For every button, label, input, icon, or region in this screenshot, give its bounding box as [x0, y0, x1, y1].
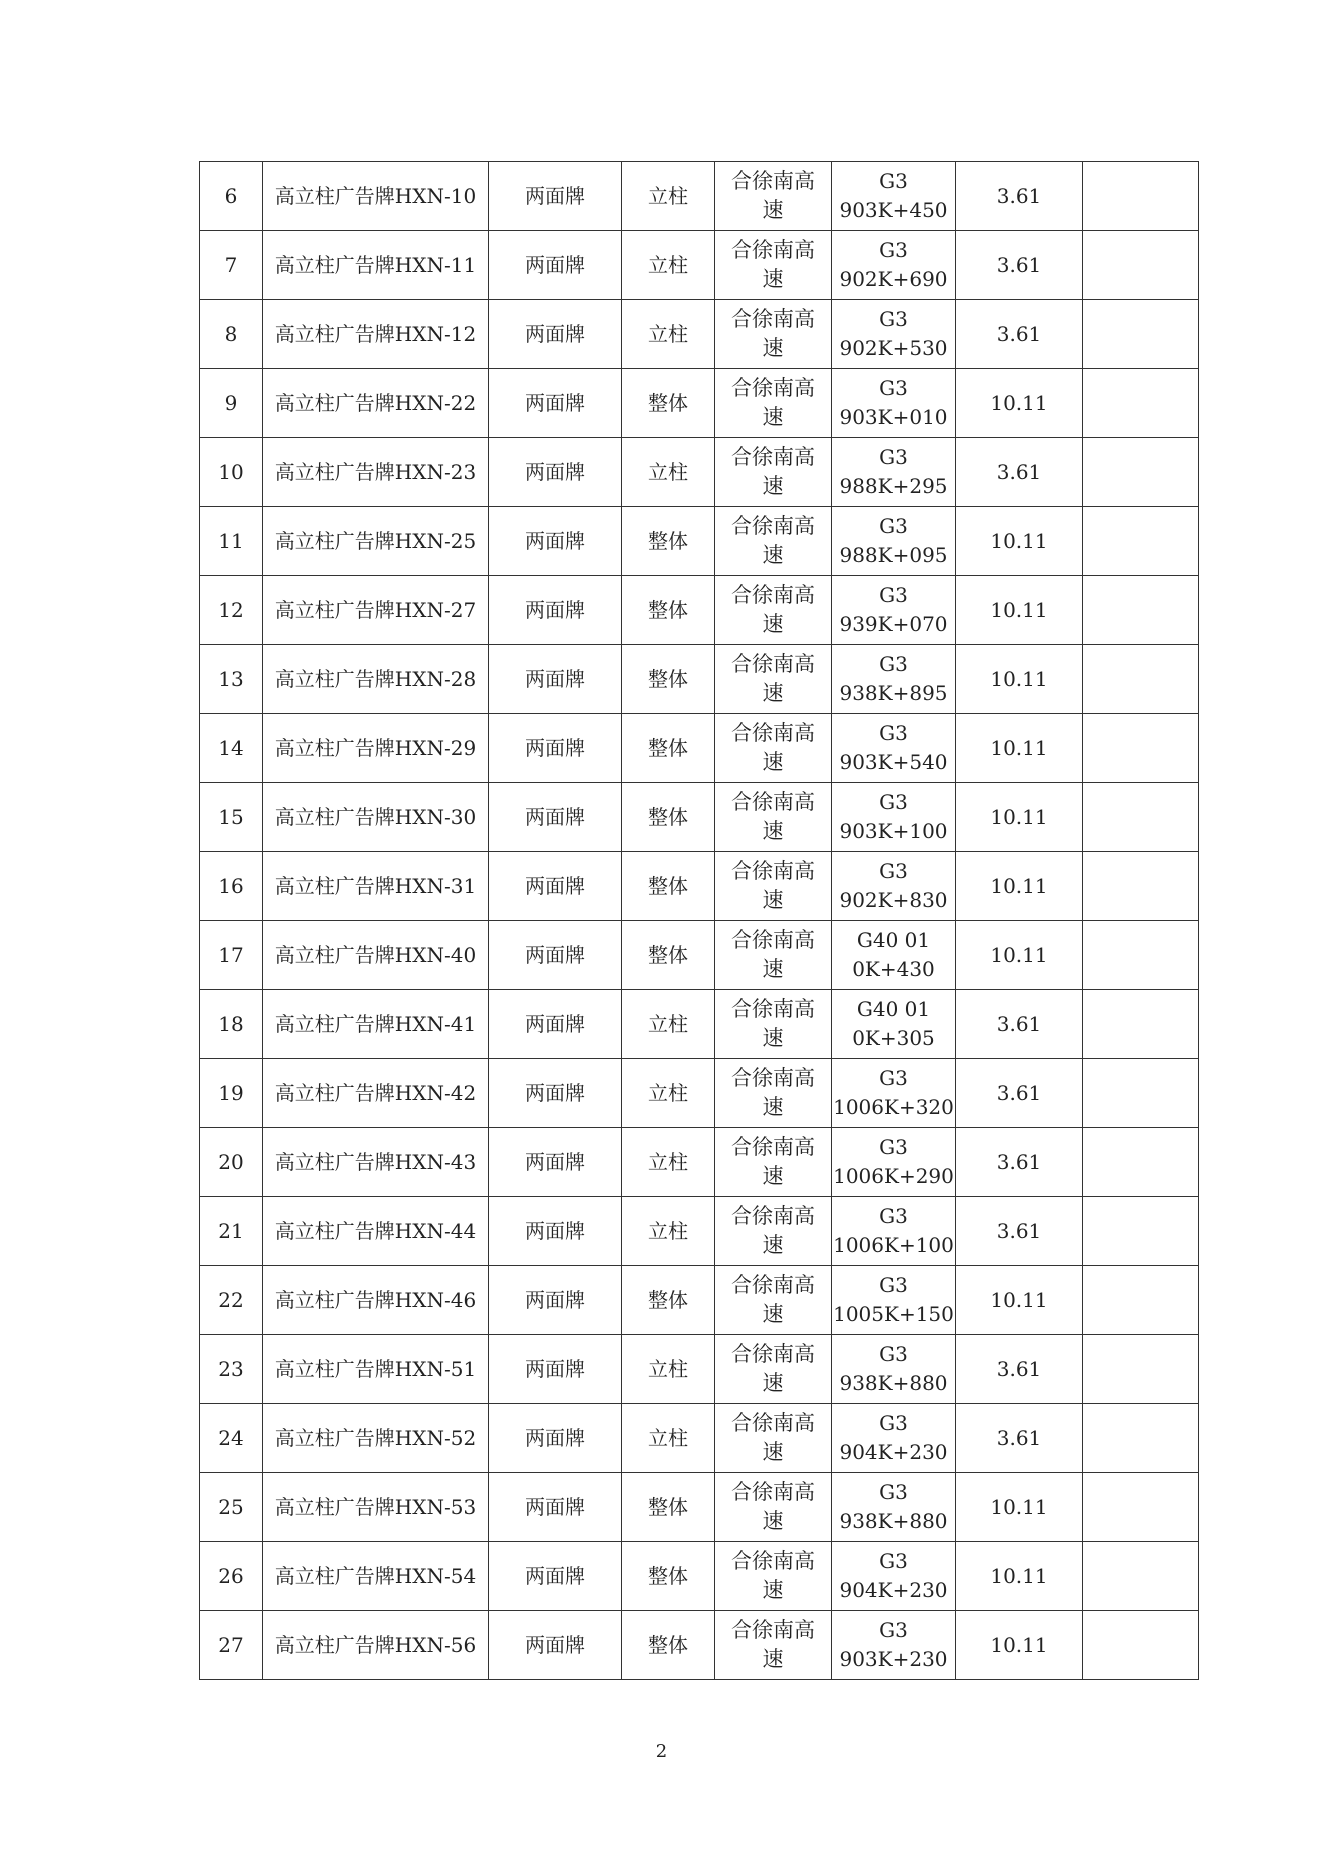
stake-cell-line-2: 1005K+150: [833, 1302, 954, 1326]
stake-cell: [832, 921, 956, 990]
note-cell: [1083, 921, 1199, 990]
table-row: [200, 990, 1199, 1059]
stake-cell: [832, 162, 956, 231]
row-number-cell: 23: [200, 1335, 263, 1404]
note-cell: [1083, 1473, 1199, 1542]
road-cell-line-1: 合徐南高: [731, 1549, 815, 1573]
row-number-cell: 21: [200, 1197, 263, 1266]
part-cell: 整体: [622, 369, 715, 438]
billboard-name-cell: 高立柱广告牌HXN-23: [263, 438, 489, 507]
stake-cell-line-2: 903K+230: [839, 1647, 948, 1671]
road-cell: [715, 1611, 832, 1680]
part-cell: 整体: [622, 507, 715, 576]
stake-cell-line-1: G40 01: [856, 997, 931, 1021]
stake-cell: [832, 507, 956, 576]
road-cell-line-2: 速: [762, 198, 784, 222]
stake-cell-line-1: G3: [879, 652, 908, 676]
stake-cell-line-1: G3: [879, 1411, 908, 1435]
stake-cell: [832, 714, 956, 783]
stake-cell: [832, 990, 956, 1059]
part-cell: 整体: [622, 1611, 715, 1680]
stake-cell: [832, 645, 956, 714]
table-row: [200, 1542, 1199, 1611]
road-cell-line-1: 合徐南高: [731, 1204, 815, 1228]
note-cell: [1083, 1611, 1199, 1680]
stake-cell-line-2: 902K+530: [839, 336, 948, 360]
stake-cell: [832, 1059, 956, 1128]
road-cell-line-2: 速: [762, 267, 784, 291]
sign-type-cell: 两面牌: [489, 1335, 622, 1404]
row-number-cell: 9: [200, 369, 263, 438]
page-number: 2: [655, 1741, 668, 1762]
road-cell: [715, 1197, 832, 1266]
road-cell-line-2: 速: [762, 474, 784, 498]
billboard-name-cell: 高立柱广告牌HXN-56: [263, 1611, 489, 1680]
stake-cell: [832, 1197, 956, 1266]
part-cell: 整体: [622, 1266, 715, 1335]
value-cell: 10.11: [956, 1266, 1083, 1335]
stake-cell-line-2: 1006K+100: [833, 1233, 954, 1257]
part-cell: 整体: [622, 645, 715, 714]
part-cell: 立柱: [622, 1128, 715, 1197]
stake-cell: [832, 1611, 956, 1680]
billboard-name-cell: 高立柱广告牌HXN-53: [263, 1473, 489, 1542]
road-cell: [715, 1473, 832, 1542]
stake-cell: [832, 1542, 956, 1611]
stake-cell: [832, 369, 956, 438]
billboard-name-cell: 高立柱广告牌HXN-46: [263, 1266, 489, 1335]
stake-cell-line-2: 938K+895: [839, 681, 948, 705]
table-row: [200, 1404, 1199, 1473]
stake-cell-line-2: 0K+430: [852, 957, 935, 981]
road-cell-line-1: 合徐南高: [731, 721, 815, 745]
stake-cell: [832, 1473, 956, 1542]
table-row: [200, 852, 1199, 921]
road-cell: [715, 1404, 832, 1473]
billboard-name-cell: 高立柱广告牌HXN-41: [263, 990, 489, 1059]
stake-cell-line-1: G3: [879, 583, 908, 607]
billboard-name-cell: 高立柱广告牌HXN-40: [263, 921, 489, 990]
road-cell: [715, 852, 832, 921]
sign-type-cell: 两面牌: [489, 714, 622, 783]
part-cell: 整体: [622, 1542, 715, 1611]
stake-cell-line-1: G3: [879, 1066, 908, 1090]
road-cell-line-2: 速: [762, 1095, 784, 1119]
stake-cell-line-1: G3: [879, 169, 908, 193]
row-number-cell: 7: [200, 231, 263, 300]
billboard-name-cell: 高立柱广告牌HXN-52: [263, 1404, 489, 1473]
road-cell: [715, 576, 832, 645]
part-cell: 立柱: [622, 1335, 715, 1404]
billboard-name-cell: 高立柱广告牌HXN-12: [263, 300, 489, 369]
billboard-name-cell: 高立柱广告牌HXN-44: [263, 1197, 489, 1266]
sign-type-cell: 两面牌: [489, 300, 622, 369]
row-number-cell: 25: [200, 1473, 263, 1542]
billboard-name-cell: 高立柱广告牌HXN-30: [263, 783, 489, 852]
value-cell: 10.11: [956, 507, 1083, 576]
road-cell: [715, 162, 832, 231]
row-number-cell: 22: [200, 1266, 263, 1335]
stake-cell-line-1: G3: [879, 721, 908, 745]
value-cell: 3.61: [956, 1059, 1083, 1128]
sign-type-cell: 两面牌: [489, 438, 622, 507]
sign-type-cell: 两面牌: [489, 1197, 622, 1266]
road-cell-line-2: 速: [762, 612, 784, 636]
value-cell: 3.61: [956, 1128, 1083, 1197]
stake-cell: [832, 1128, 956, 1197]
sign-type-cell: 两面牌: [489, 1611, 622, 1680]
part-cell: 立柱: [622, 1059, 715, 1128]
stake-cell-line-1: G3: [879, 1135, 908, 1159]
note-cell: [1083, 852, 1199, 921]
note-cell: [1083, 1542, 1199, 1611]
billboard-table: [199, 161, 1199, 1680]
stake-cell-line-1: G3: [879, 790, 908, 814]
road-cell: [715, 1128, 832, 1197]
billboard-name-cell: 高立柱广告牌HXN-29: [263, 714, 489, 783]
row-number-cell: 12: [200, 576, 263, 645]
road-cell-line-2: 速: [762, 888, 784, 912]
note-cell: [1083, 645, 1199, 714]
stake-cell: [832, 783, 956, 852]
row-number-cell: 6: [200, 162, 263, 231]
billboard-name-cell: 高立柱广告牌HXN-25: [263, 507, 489, 576]
road-cell: [715, 1059, 832, 1128]
road-cell: [715, 921, 832, 990]
road-cell-line-1: 合徐南高: [731, 1480, 815, 1504]
row-number-cell: 14: [200, 714, 263, 783]
stake-cell-line-2: 903K+010: [839, 405, 948, 429]
value-cell: 3.61: [956, 162, 1083, 231]
table-row: [200, 1059, 1199, 1128]
table-row: [200, 231, 1199, 300]
road-cell: [715, 438, 832, 507]
sign-type-cell: 两面牌: [489, 783, 622, 852]
row-number-cell: 18: [200, 990, 263, 1059]
stake-cell: [832, 1266, 956, 1335]
row-number-cell: 11: [200, 507, 263, 576]
stake-cell-line-1: G3: [879, 445, 908, 469]
note-cell: [1083, 231, 1199, 300]
stake-cell-line-1: G3: [879, 514, 908, 538]
road-cell-line-2: 速: [762, 543, 784, 567]
note-cell: [1083, 1335, 1199, 1404]
part-cell: 立柱: [622, 300, 715, 369]
road-cell-line-2: 速: [762, 1647, 784, 1671]
stake-cell-line-2: 939K+070: [839, 612, 948, 636]
part-cell: 整体: [622, 1473, 715, 1542]
table-row: [200, 369, 1199, 438]
road-cell-line-1: 合徐南高: [731, 1342, 815, 1366]
stake-cell-line-2: 903K+540: [839, 750, 948, 774]
road-cell: [715, 990, 832, 1059]
road-cell: [715, 1266, 832, 1335]
table-row: [200, 1473, 1199, 1542]
note-cell: [1083, 507, 1199, 576]
note-cell: [1083, 369, 1199, 438]
stake-cell: [832, 1335, 956, 1404]
stake-cell-line-2: 988K+095: [839, 543, 948, 567]
part-cell: 整体: [622, 921, 715, 990]
billboard-name-cell: 高立柱广告牌HXN-42: [263, 1059, 489, 1128]
stake-cell-line-2: 904K+230: [839, 1440, 948, 1464]
billboard-name-cell: 高立柱广告牌HXN-54: [263, 1542, 489, 1611]
road-cell-line-1: 合徐南高: [731, 1411, 815, 1435]
table-row: [200, 1611, 1199, 1680]
row-number-cell: 16: [200, 852, 263, 921]
road-cell: [715, 1542, 832, 1611]
road-cell: [715, 714, 832, 783]
road-cell-line-2: 速: [762, 1026, 784, 1050]
value-cell: 3.61: [956, 300, 1083, 369]
part-cell: 整体: [622, 714, 715, 783]
stake-cell-line-2: 1006K+320: [833, 1095, 954, 1119]
part-cell: 立柱: [622, 162, 715, 231]
stake-cell-line-2: 902K+690: [839, 267, 948, 291]
row-number-cell: 15: [200, 783, 263, 852]
road-cell-line-2: 速: [762, 681, 784, 705]
stake-cell-line-1: G3: [879, 307, 908, 331]
table-row: [200, 1335, 1199, 1404]
billboard-name-cell: 高立柱广告牌HXN-31: [263, 852, 489, 921]
stake-cell: [832, 576, 956, 645]
value-cell: 10.11: [956, 645, 1083, 714]
table-row: [200, 1128, 1199, 1197]
road-cell: [715, 369, 832, 438]
road-cell-line-1: 合徐南高: [731, 997, 815, 1021]
stake-cell-line-1: G3: [879, 1342, 908, 1366]
sign-type-cell: 两面牌: [489, 921, 622, 990]
road-cell-line-1: 合徐南高: [731, 169, 815, 193]
road-cell-line-2: 速: [762, 1440, 784, 1464]
billboard-name-cell: 高立柱广告牌HXN-28: [263, 645, 489, 714]
sign-type-cell: 两面牌: [489, 1542, 622, 1611]
value-cell: 3.61: [956, 1404, 1083, 1473]
road-cell-line-2: 速: [762, 336, 784, 360]
billboard-name-cell: 高立柱广告牌HXN-43: [263, 1128, 489, 1197]
table-row: [200, 300, 1199, 369]
road-cell-line-1: 合徐南高: [731, 376, 815, 400]
table-row: [200, 1266, 1199, 1335]
sign-type-cell: 两面牌: [489, 507, 622, 576]
part-cell: 立柱: [622, 1197, 715, 1266]
road-cell-line-1: 合徐南高: [731, 928, 815, 952]
table-row: [200, 438, 1199, 507]
table-row: [200, 576, 1199, 645]
sign-type-cell: 两面牌: [489, 1266, 622, 1335]
stake-cell-line-2: 903K+450: [839, 198, 948, 222]
note-cell: [1083, 1404, 1199, 1473]
road-cell-line-2: 速: [762, 1509, 784, 1533]
road-cell-line-2: 速: [762, 1233, 784, 1257]
billboard-name-cell: 高立柱广告牌HXN-10: [263, 162, 489, 231]
stake-cell-line-2: 904K+230: [839, 1578, 948, 1602]
table-row: [200, 1197, 1199, 1266]
stake-cell-line-1: G3: [879, 1549, 908, 1573]
road-cell-line-1: 合徐南高: [731, 238, 815, 262]
note-cell: [1083, 162, 1199, 231]
road-cell-line-1: 合徐南高: [731, 790, 815, 814]
value-cell: 10.11: [956, 714, 1083, 783]
part-cell: 立柱: [622, 231, 715, 300]
note-cell: [1083, 1128, 1199, 1197]
stake-cell-line-1: G3: [879, 1618, 908, 1642]
table-row: [200, 783, 1199, 852]
stake-cell-line-2: 902K+830: [839, 888, 948, 912]
road-cell-line-2: 速: [762, 1302, 784, 1326]
billboard-name-cell: 高立柱广告牌HXN-22: [263, 369, 489, 438]
sign-type-cell: 两面牌: [489, 231, 622, 300]
note-cell: [1083, 1059, 1199, 1128]
value-cell: 10.11: [956, 1611, 1083, 1680]
road-cell-line-1: 合徐南高: [731, 1618, 815, 1642]
road-cell-line-2: 速: [762, 1164, 784, 1188]
table-body: [200, 162, 1199, 1680]
road-cell: [715, 783, 832, 852]
sign-type-cell: 两面牌: [489, 645, 622, 714]
road-cell-line-2: 速: [762, 819, 784, 843]
road-cell-line-1: 合徐南高: [731, 307, 815, 331]
value-cell: 3.61: [956, 1197, 1083, 1266]
road-cell-line-1: 合徐南高: [731, 652, 815, 676]
value-cell: 3.61: [956, 231, 1083, 300]
road-cell: [715, 507, 832, 576]
note-cell: [1083, 438, 1199, 507]
part-cell: 立柱: [622, 990, 715, 1059]
value-cell: 10.11: [956, 921, 1083, 990]
note-cell: [1083, 783, 1199, 852]
stake-cell-line-1: G3: [879, 1480, 908, 1504]
table-row: [200, 507, 1199, 576]
value-cell: 10.11: [956, 369, 1083, 438]
road-cell: [715, 645, 832, 714]
row-number-cell: 20: [200, 1128, 263, 1197]
sign-type-cell: 两面牌: [489, 990, 622, 1059]
stake-cell-line-2: 988K+295: [839, 474, 948, 498]
table-row: [200, 645, 1199, 714]
row-number-cell: 26: [200, 1542, 263, 1611]
value-cell: 10.11: [956, 576, 1083, 645]
row-number-cell: 13: [200, 645, 263, 714]
road-cell-line-2: 速: [762, 1578, 784, 1602]
road-cell-line-1: 合徐南高: [731, 1066, 815, 1090]
value-cell: 3.61: [956, 990, 1083, 1059]
value-cell: 10.11: [956, 1473, 1083, 1542]
road-cell-line-1: 合徐南高: [731, 1135, 815, 1159]
billboard-name-cell: 高立柱广告牌HXN-27: [263, 576, 489, 645]
stake-cell-line-1: G3: [879, 1273, 908, 1297]
road-cell-line-2: 速: [762, 750, 784, 774]
stake-cell-line-1: G40 01: [856, 928, 931, 952]
table-row: [200, 714, 1199, 783]
stake-cell-line-2: 938K+880: [839, 1371, 948, 1395]
stake-cell-line-2: 903K+100: [839, 819, 948, 843]
road-cell-line-2: 速: [762, 957, 784, 981]
sign-type-cell: 两面牌: [489, 576, 622, 645]
row-number-cell: 17: [200, 921, 263, 990]
row-number-cell: 19: [200, 1059, 263, 1128]
sign-type-cell: 两面牌: [489, 162, 622, 231]
stake-cell: [832, 1404, 956, 1473]
stake-cell-line-1: G3: [879, 376, 908, 400]
sign-type-cell: 两面牌: [489, 1404, 622, 1473]
road-cell-line-1: 合徐南高: [731, 514, 815, 538]
road-cell: [715, 300, 832, 369]
value-cell: 3.61: [956, 438, 1083, 507]
stake-cell-line-1: G3: [879, 238, 908, 262]
stake-cell: [832, 231, 956, 300]
stake-cell: [832, 438, 956, 507]
stake-cell-line-2: 1006K+290: [833, 1164, 954, 1188]
stake-cell: [832, 852, 956, 921]
row-number-cell: 10: [200, 438, 263, 507]
billboard-name-cell: 高立柱广告牌HXN-11: [263, 231, 489, 300]
table-row: [200, 162, 1199, 231]
note-cell: [1083, 300, 1199, 369]
table-row: [200, 921, 1199, 990]
part-cell: 整体: [622, 852, 715, 921]
row-number-cell: 8: [200, 300, 263, 369]
value-cell: 10.11: [956, 852, 1083, 921]
billboard-name-cell: 高立柱广告牌HXN-51: [263, 1335, 489, 1404]
part-cell: 立柱: [622, 438, 715, 507]
road-cell: [715, 1335, 832, 1404]
road-cell-line-1: 合徐南高: [731, 859, 815, 883]
part-cell: 整体: [622, 783, 715, 852]
sign-type-cell: 两面牌: [489, 852, 622, 921]
stake-cell-line-1: G3: [879, 859, 908, 883]
note-cell: [1083, 990, 1199, 1059]
road-cell-line-2: 速: [762, 1371, 784, 1395]
stake-cell-line-2: 938K+880: [839, 1509, 948, 1533]
road-cell-line-1: 合徐南高: [731, 583, 815, 607]
note-cell: [1083, 576, 1199, 645]
value-cell: 10.11: [956, 783, 1083, 852]
sign-type-cell: 两面牌: [489, 1128, 622, 1197]
value-cell: 10.11: [956, 1542, 1083, 1611]
road-cell-line-1: 合徐南高: [731, 445, 815, 469]
part-cell: 立柱: [622, 1404, 715, 1473]
row-number-cell: 27: [200, 1611, 263, 1680]
stake-cell: [832, 300, 956, 369]
part-cell: 整体: [622, 576, 715, 645]
note-cell: [1083, 1266, 1199, 1335]
note-cell: [1083, 714, 1199, 783]
value-cell: 3.61: [956, 1335, 1083, 1404]
sign-type-cell: 两面牌: [489, 369, 622, 438]
road-cell-line-2: 速: [762, 405, 784, 429]
sign-type-cell: 两面牌: [489, 1059, 622, 1128]
road-cell-line-1: 合徐南高: [731, 1273, 815, 1297]
stake-cell-line-2: 0K+305: [852, 1026, 935, 1050]
row-number-cell: 24: [200, 1404, 263, 1473]
note-cell: [1083, 1197, 1199, 1266]
sign-type-cell: 两面牌: [489, 1473, 622, 1542]
stake-cell-line-1: G3: [879, 1204, 908, 1228]
road-cell: [715, 231, 832, 300]
